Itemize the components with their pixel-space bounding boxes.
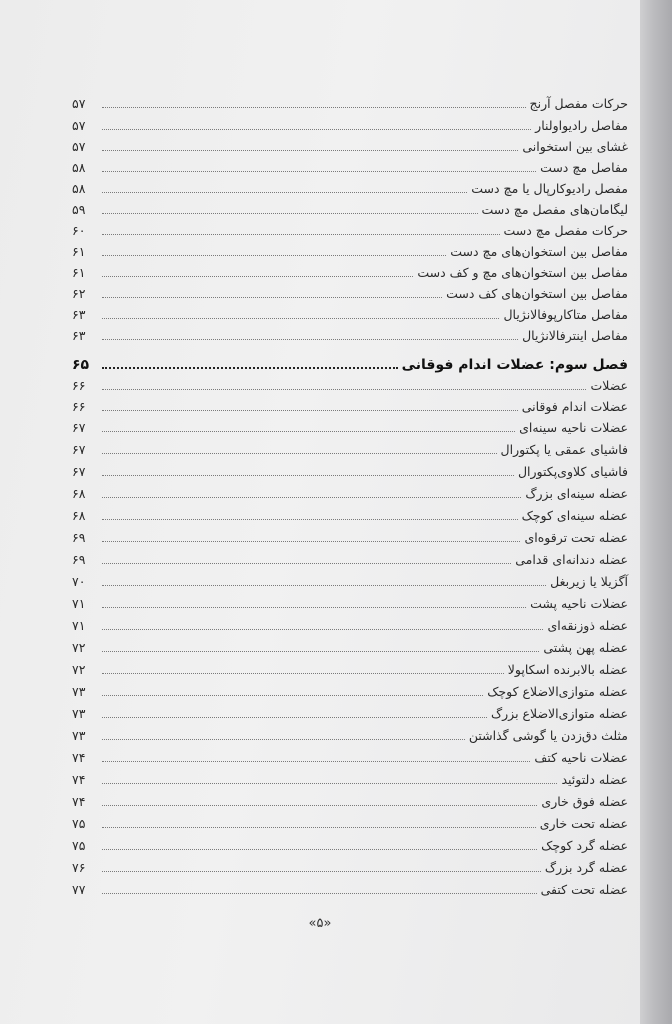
toc-entry-title: مفاصل بین استخوان‌های مچ و کف دست: [417, 265, 628, 280]
toc-entry-title: عضله متوازی‌الاضلاع بزرگ: [490, 706, 628, 721]
toc-entry-title: عضلات ناحیه سینه‌ای: [519, 420, 628, 435]
toc-entry: [72, 438, 628, 458]
toc-entry-title: غشای بین استخوانی: [522, 139, 628, 154]
dot-leader: [102, 650, 539, 652]
toc-entry-page: ۵۹: [72, 202, 86, 217]
toc-entry-title: عضله متوازی‌الاضلاع کوچک: [487, 684, 628, 699]
toc-entry-page: ۵۷: [72, 118, 86, 133]
toc-entry-page: ۷۶: [72, 860, 86, 875]
dot-leader: [102, 430, 515, 432]
toc-entry-title: فاشیای کلاوی‌پکتورال: [517, 464, 628, 479]
toc-entry: [72, 746, 628, 766]
dot-leader: [102, 672, 504, 674]
dot-leader: [102, 106, 526, 108]
dot-leader: [102, 296, 442, 298]
dot-leader: [102, 848, 537, 850]
toc-entry: [72, 324, 628, 344]
toc-entry-title: عضله دلتوئید: [561, 772, 628, 787]
dot-leader: [102, 892, 537, 894]
toc-entry: [72, 261, 628, 281]
toc-entry-title: عضله گرد کوچک: [541, 838, 628, 853]
dot-leader: [102, 366, 398, 369]
toc-entry-title: مفصل رادیوکارپال یا مچ دست: [471, 181, 628, 196]
toc-entry: [72, 240, 628, 260]
toc-entry-page: ۷۱: [72, 618, 86, 633]
chapter-heading: [72, 353, 628, 373]
toc-entry-page: ۶۱: [72, 244, 86, 259]
toc-entry-page: ۷۱: [72, 596, 86, 611]
toc-entry-page: ۵۸: [72, 181, 86, 196]
toc-entry-page: ۷۳: [72, 684, 86, 699]
dot-leader: [102, 275, 413, 277]
toc-entry: [72, 570, 628, 590]
toc-entry: [72, 636, 628, 656]
toc-entry-title: حرکات مفصل مچ دست: [503, 223, 628, 238]
toc-entry: [72, 812, 628, 832]
dot-leader: [102, 254, 446, 256]
dot-leader: [102, 562, 511, 564]
toc-entry-page: ۵۸: [72, 160, 86, 175]
toc-entry-page: ۷۲: [72, 640, 86, 655]
dot-leader: [102, 584, 546, 586]
toc-entry-page: ۶۸: [72, 486, 86, 501]
toc-entry-page: ۶۷: [72, 420, 86, 435]
dot-leader: [102, 233, 500, 235]
toc-entry-page: ۵۷: [72, 139, 86, 154]
toc-entry-page: ۶۷: [72, 464, 86, 479]
toc-entry: [72, 374, 628, 394]
toc-entry-page: ۶۳: [72, 307, 86, 322]
toc-entry-title: مفاصل بین استخوان‌های کف دست: [446, 286, 628, 301]
toc-entry-title: عضله دندانه‌ای قدامی: [515, 552, 628, 567]
toc-entry-title: مفاصل اینترفالانژیال: [522, 328, 628, 343]
toc-entry-title: عضله تحت کتفی: [540, 882, 628, 897]
toc-entry-page: ۶۶: [72, 399, 86, 414]
dot-leader: [102, 128, 531, 130]
toc-entry-page: ۷۴: [72, 772, 86, 787]
toc-entry: [72, 702, 628, 722]
toc-entry: [72, 135, 628, 155]
toc-entry-title: حرکات مفصل آرنج: [529, 96, 628, 111]
toc-entry-title: لیگامان‌های مفصل مچ دست: [481, 202, 628, 217]
toc-entry-title: مفاصل بین استخوان‌های مچ دست: [450, 244, 628, 259]
toc-entry-title: عضله فوق خاری: [541, 794, 628, 809]
toc-entry-page: ۶۳: [72, 328, 86, 343]
toc-entry-page: ۷۵: [72, 838, 86, 853]
dot-leader: [102, 496, 521, 498]
toc-entry-page: ۵۷: [72, 96, 86, 111]
dot-leader: [102, 388, 586, 390]
page-edge: [640, 0, 672, 1024]
toc-entry: [72, 658, 628, 678]
dot-leader: [102, 317, 499, 319]
toc-entry-title: عضله تحت ترقوه‌ای: [524, 530, 628, 545]
toc-entry: [72, 395, 628, 415]
toc-entry-title: مفاصل مچ دست: [540, 160, 628, 175]
toc-entry-title: عضلات: [590, 378, 628, 393]
toc-entry-page: ۶۹: [72, 552, 86, 567]
dot-leader: [102, 694, 483, 696]
toc-entry-page: ۶۸: [72, 508, 86, 523]
dot-leader: [102, 452, 497, 454]
toc-entry-title: مثلث دق‌زدن یا گوشی گذاشتن: [468, 728, 628, 743]
toc-entry: [72, 156, 628, 176]
toc-entry: [72, 834, 628, 854]
toc-entry-page: ۷۴: [72, 794, 86, 809]
toc-entry-page: ۶۰: [72, 223, 86, 238]
toc-entry-page: ۷۵: [72, 816, 86, 831]
toc-entry: [72, 114, 628, 134]
dot-leader: [102, 474, 514, 476]
dot-leader: [102, 760, 530, 762]
toc-entry: [72, 526, 628, 546]
page-number: «۵»: [308, 916, 332, 931]
toc-entry-page: ۷۳: [72, 706, 86, 721]
toc-entry-page: ۶۱: [72, 265, 86, 280]
toc-entry-title: عضله سینه‌ای بزرگ: [525, 486, 628, 501]
dot-leader: [102, 606, 526, 608]
toc-entry-title: عضله پهن پشتی: [543, 640, 628, 655]
toc-entry-page: ۶۶: [72, 378, 86, 393]
toc-entry-title: عضلات اندام فوقانی: [521, 399, 628, 414]
toc-entry: [72, 92, 628, 112]
toc-entry-page: ۷۲: [72, 662, 86, 677]
toc-entry-title: مفاصل رادیواولنار: [535, 118, 628, 133]
toc-entry-page: ۶۲: [72, 286, 86, 301]
toc-entry-page: ۷۴: [72, 750, 86, 765]
toc-entry: [72, 878, 628, 898]
dot-leader: [102, 518, 518, 520]
toc-entry-title: عضله ذوزنقه‌ای: [547, 618, 628, 633]
toc-entry: [72, 282, 628, 302]
toc-entry-page: ۷۳: [72, 728, 86, 743]
toc-entry: [72, 482, 628, 502]
dot-leader: [102, 540, 520, 542]
toc-entry-page: ۷۰: [72, 574, 86, 589]
toc-entry-page: ۷۷: [72, 882, 86, 897]
toc-entry-title: عضله بالابرنده اسکاپولا: [507, 662, 628, 677]
toc-entry: [72, 614, 628, 634]
toc-entry-title: عضله تحت خاری: [539, 816, 628, 831]
toc-entry: [72, 548, 628, 568]
dot-leader: [102, 804, 537, 806]
toc-entry: [72, 303, 628, 323]
toc-entry: [72, 592, 628, 612]
dot-leader: [102, 170, 536, 172]
toc-entry: [72, 460, 628, 480]
toc-entry: [72, 768, 628, 788]
dot-leader: [102, 782, 557, 784]
toc-entry-page: ۶۵: [72, 357, 90, 373]
dot-leader: [102, 716, 487, 718]
dot-leader: [102, 338, 518, 340]
toc-entry-title: فاشیای عمقی یا پکتورال: [500, 442, 628, 457]
toc-entry-title: فصل سوم: عضلات اندام فوقانی: [401, 357, 628, 373]
toc-entry-title: عضلات ناحیه پشت: [530, 596, 628, 611]
toc-entry: [72, 724, 628, 744]
toc-entry-title: مفاصل متاکارپوفالانژیال: [503, 307, 628, 322]
toc-entry-title: عضلات ناحیه کتف: [534, 750, 628, 765]
toc-entry: [72, 680, 628, 700]
toc-entry-title: آگزیلا یا زیربغل: [550, 574, 628, 589]
toc-entry-title: عضله گرد بزرگ: [544, 860, 628, 875]
dot-leader: [102, 409, 518, 411]
toc-entry: [72, 177, 628, 197]
dot-leader: [102, 628, 543, 630]
toc-entry: [72, 416, 628, 436]
toc-entry-page: ۶۹: [72, 530, 86, 545]
toc-entry: [72, 198, 628, 218]
dot-leader: [102, 212, 478, 214]
toc-entry: [72, 856, 628, 876]
dot-leader: [102, 191, 467, 193]
dot-leader: [102, 738, 465, 740]
dot-leader: [102, 826, 536, 828]
dot-leader: [102, 870, 541, 872]
toc-entry: [72, 504, 628, 524]
dot-leader: [102, 149, 518, 151]
toc-entry: [72, 790, 628, 810]
toc-entry: [72, 219, 628, 239]
toc-entry-page: ۶۷: [72, 442, 86, 457]
toc-entry-title: عضله سینه‌ای کوچک: [521, 508, 628, 523]
